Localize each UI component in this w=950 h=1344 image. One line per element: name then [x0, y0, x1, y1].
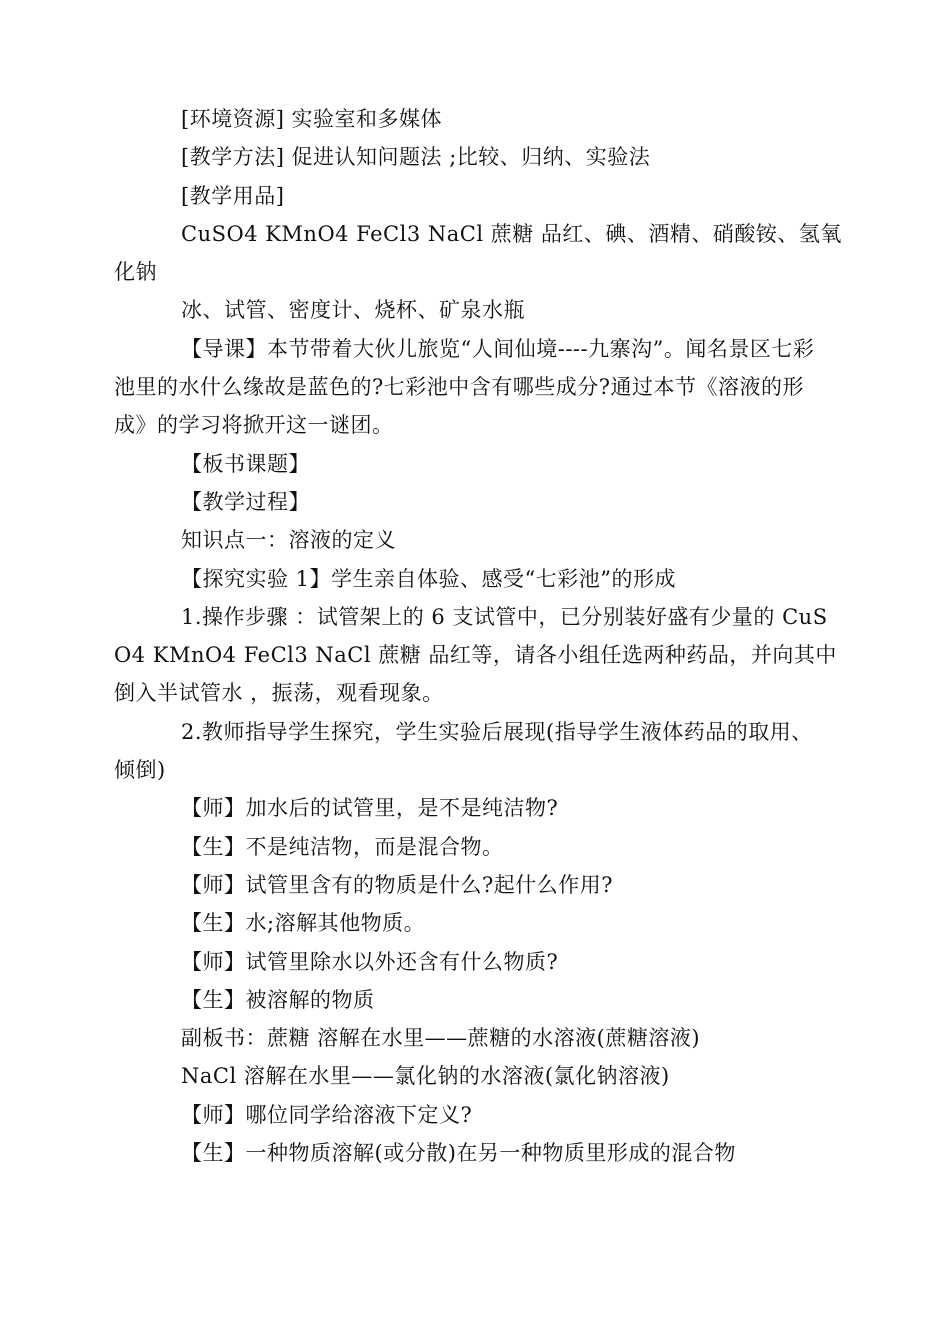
dialog-student-3: 【生】被溶解的物质 [181, 987, 375, 1012]
step-2-line-2: 倾倒) [114, 758, 166, 783]
document-body [114, 100, 840, 1172]
teaching-process-heading: 【教学过程】 [181, 489, 310, 514]
step-2-line-1: 2.教师指导学生探究，学生实验后展现(指导学生液体药品的取用、 [181, 719, 813, 744]
dialog-teacher-1: 【师】加水后的试管里，是不是纯洁物? [181, 796, 559, 821]
step-1-line-3: 倒入半试管水 ，振荡，观看现象。 [114, 681, 444, 706]
env-resources-line: [环境资源] 实验室和多媒体 [181, 107, 443, 131]
dialog-student-2: 【生】水;溶解其他物质。 [181, 911, 426, 936]
sub-board-line-1: 副板书：蔗糖 溶解在水里——蔗糖的水溶液(蔗糖溶液) [181, 1026, 701, 1051]
board-title-heading: 【板书课题】 [181, 451, 310, 476]
dialog-teacher-4: 【师】哪位同学给溶液下定义? [181, 1102, 473, 1127]
step-1-line-1: 1.操作步骤 ：试管架上的 6 支试管中，已分别装好盛有少量的 CuS [181, 604, 828, 629]
intro-line-1: 【导课】本节带着大伙儿旅览“人间仙境----九寨沟”。闻名景区七彩 [181, 336, 815, 361]
experiment-1-heading: 【探究实验 1】学生亲自体验、感受“七彩池”的形成 [181, 566, 677, 591]
intro-line-2: 池里的水什么缘故是蓝色的?七彩池中含有哪些成分?通过本节《溶液的形 [114, 375, 805, 400]
sub-board-line-2: NaCl 溶解在水里——氯化钠的水溶液(氯化钠溶液) [181, 1064, 670, 1089]
dialog-student-1: 【生】不是纯洁物，而是混合物。 [181, 834, 504, 859]
supplies-line-2: 化钠 [114, 260, 157, 285]
teaching-method-line: [教学方法] 促进认知问题法 ;比较、归纳、实验法 [181, 145, 651, 170]
dialog-teacher-3: 【师】试管里除水以外还含有什么物质? [181, 949, 559, 974]
teaching-supplies-heading: [教学用品] [181, 183, 285, 208]
step-1-line-2: O4 KMnO4 FeCl3 NaCl 蔗糖 品红等，请各小组任选两种药品，并向其中 [114, 643, 837, 668]
knowledge-point-1: 知识点一：溶液的定义 [181, 528, 396, 553]
supplies-line-1: CuSO4 KMnO4 FeCl3 NaCl 蔗糖 品红、碘、酒精、硝酸铵、氢氧 [181, 221, 842, 246]
dialog-student-4: 【生】一种物质溶解(或分散)在另一种物质里形成的混合物 [181, 1141, 736, 1166]
supplies-line-3: 冰、试管、密度计、烧杯、矿泉水瓶 [181, 298, 525, 323]
intro-line-3: 成》的学习将掀开这一谜团。 [114, 413, 394, 438]
dialog-teacher-2: 【师】试管里含有的物质是什么?起什么作用? [181, 872, 614, 897]
